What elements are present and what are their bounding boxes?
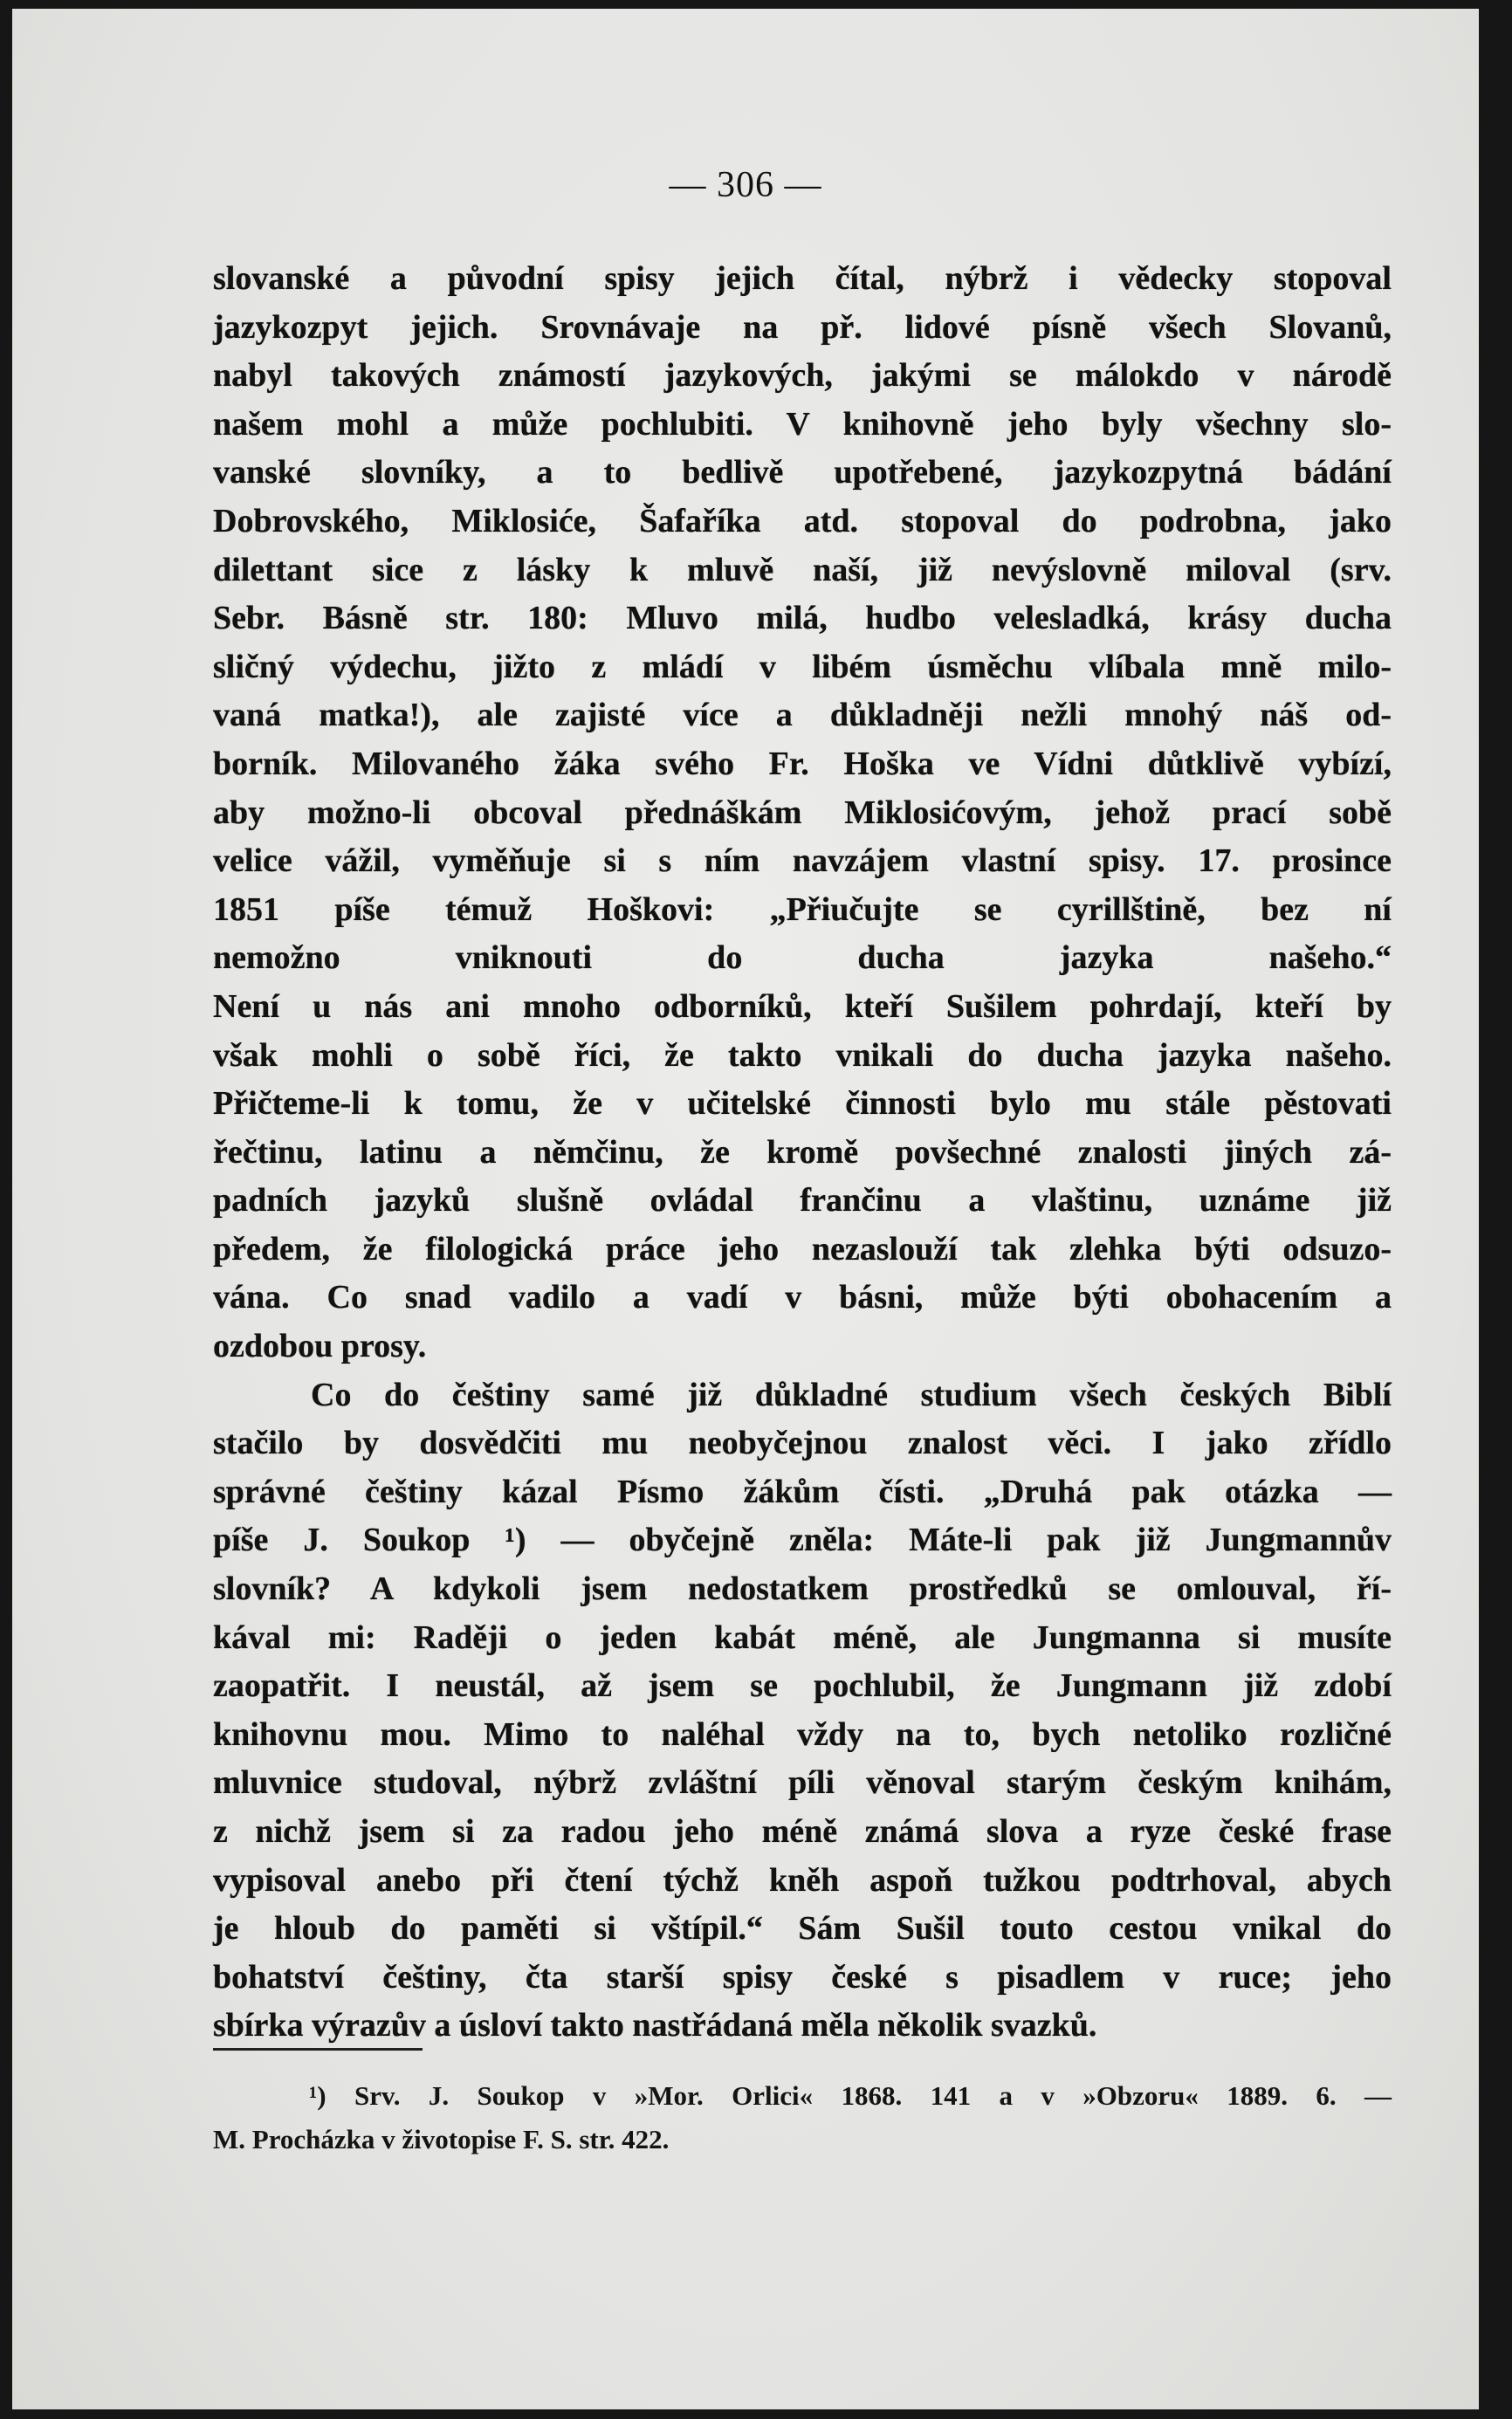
text-line: vanské slovníky, a to bedlivě upotřebené, jazykozpytná bádání	[213, 454, 1392, 491]
text-line: kával mi: Raději o jeden kabát méně, ale Jungmanna si musíte	[213, 1618, 1392, 1656]
text-line: slovník? A kdykoli jsem nedostatkem prostředků se omlouval, ří-	[213, 1570, 1392, 1608]
text-line: Sebr. Básně str. 180: Mluvo milá, hudbo velesladká, krásy ducha	[213, 600, 1392, 637]
text-line: však mohli o sobě říci, že takto vnikali do ducha jazyka našeho.	[213, 1036, 1392, 1074]
text-line: řečtinu, latinu a němčinu, že kromě povšechné znalosti jiných zá-	[213, 1133, 1392, 1171]
text-line: píše J. Soukop ¹) — obyčejně zněla: Máte-li pak již Jungmannův	[213, 1522, 1392, 1559]
text-line: jazykozpyt jejich. Srovnávaje na př. lidové písně všech Slovanů,	[213, 308, 1392, 346]
text-line: vána. Co snad vadilo a vadí v básni, může býti obohacením a	[213, 1279, 1392, 1316]
text-line: předem, že filologická práce jeho nezaslouží tak zlehka býti odsuzo-	[213, 1230, 1392, 1268]
book-page	[12, 9, 1479, 2409]
body-text	[213, 255, 1392, 2051]
text-line: sbírka výrazův a úsloví takto nastřádaná měla několik svazků.	[213, 2007, 1097, 2044]
footnotes	[213, 2074, 1392, 2161]
text-line: aby možno-li obcoval přednáškám Miklosićovým, jehož prací sobě	[213, 794, 1392, 831]
text-line: dilettant sice z lásky k mluvě naší, již nevýslovně miloval (srv.	[213, 551, 1392, 588]
text-line: z nichž jsem si za radou jeho méně známá slova a ryze české frase	[213, 1813, 1392, 1850]
text-line: našem mohl a může pochlubiti. V knihovně jeho byly všechny slo-	[213, 405, 1392, 443]
text-line: borník. Milovaného žáka svého Fr. Hoška ve Vídni důtklivě vybízí,	[213, 745, 1392, 782]
text-line: padních jazyků slušně ovládal frančinu a vlaštinu, uznáme již	[213, 1182, 1392, 1220]
text-line: 1851 píše témuž Hoškovi: „Přiučujte se cyrillštině, bez ní	[213, 890, 1392, 928]
text-line: knihovnu mou. Mimo to naléhal vždy na to, bych netoliko rozličné	[213, 1715, 1392, 1753]
text-line: velice vážil, vyměňuje si s ním navzájem vlastní spisy. 17. prosince	[213, 842, 1392, 880]
text-line: je hloub do paměti si vštípil.“ Sám Sušil touto cestou vnikal do	[213, 1910, 1392, 1948]
text-line: bohatství češtiny, čta starší spisy české s pisadlem v ruce; jeho	[213, 1958, 1392, 1996]
text-line: slovanské a původní spisy jejich čítal, nýbrž i vědecky stopoval	[213, 260, 1392, 297]
text-line: Co do češtiny samé již důkladné studium všech českých Biblí	[311, 1376, 1392, 1413]
footnote-line: M. Procházka v životopise F. S. str. 422.	[213, 2124, 670, 2154]
text-line: mluvnice studoval, nýbrž zvláštní píli věnoval starým českým knihám,	[213, 1764, 1392, 1802]
text-line: zaopatřit. I neustál, až jsem se pochlubil, že Jungmann již zdobí	[213, 1667, 1392, 1705]
footnote-divider	[213, 2048, 423, 2051]
text-line: Přičteme-li k tomu, že v učitelské činnosti bylo mu stále pěstovati	[213, 1085, 1392, 1123]
text-line: vypisoval anebo při čtení týchž kněh aspoň tužkou podtrhoval, abych	[213, 1861, 1392, 1899]
text-line: sličný výdechu, jižto z mládí v libém úsměchu vlíbala mně milo-	[213, 648, 1392, 685]
text-line: nemožno vniknouti do ducha jazyka našeho.“	[213, 939, 1392, 977]
text-line: nabyl takových známostí jazykových, jakými se málokdo v národě	[213, 357, 1392, 395]
text-line: Není u nás ani mnoho odborníků, kteří Sušilem pohrdají, kteří by	[213, 987, 1392, 1025]
text-line: stačilo by dosvědčiti mu neobyčejnou znalost věci. I jako zřídlo	[213, 1425, 1392, 1462]
text-line: správné češtiny kázal Písmo žákům čísti. „Druhá pak otázka —	[213, 1473, 1392, 1510]
text-line: ozdobou prosy.	[213, 1328, 427, 1365]
text-line: vaná matka!), ale zajisté více a důkladněji nežli mnohý náš od-	[213, 697, 1392, 734]
page-number: — 306 —	[669, 165, 822, 205]
text-line: Dobrovského, Miklosiće, Šafaříka atd. stopoval do podrobna, jako	[213, 502, 1392, 539]
footnote-line: ¹) Srv. J. Soukop v »Mor. Orlici« 1868. 141 a v »Obzoru« 1889. 6. —	[309, 2080, 1392, 2111]
